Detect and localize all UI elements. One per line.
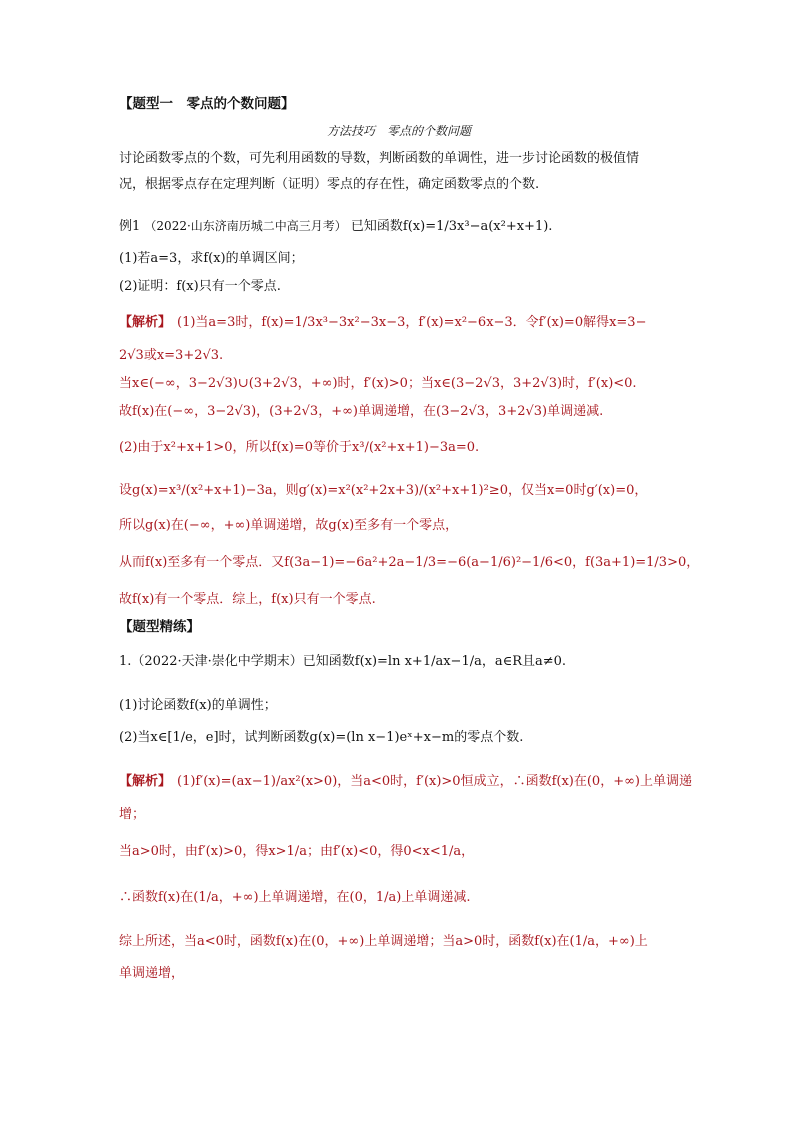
solution-line: 单调递增，: [119, 966, 185, 981]
exercise-part-1: (1)讨论函数f(x)的单调性；: [119, 698, 277, 713]
solution-line: 设g(x)=x³/(x²+x+1)−3a，则g′(x)=x²(x²+2x+3)/(x²+x+1)²≥0，仅当x=0时g′(x)=0，: [119, 483, 648, 498]
solution-line: ∴函数f(x)在(1/a，+∞)上单调递增，在(0，1/a)上单调递减.: [119, 890, 471, 905]
example-problem: 已知函数f(x)=1/3x³−a(x²+x+1).: [350, 219, 553, 234]
example-part-1: (1)若a=3，求f(x)的单调区间；: [119, 251, 304, 266]
example-1-statement: [119, 216, 679, 237]
solution-line: 【解析】 (1)当a=3时，f(x)=1/3x³−3x²−3x−3，f′(x)=x²−6x−3．令f′(x)=0解得x=3−: [119, 315, 647, 330]
method-text: 讨论函数零点的个数，可先利用函数的导数，判断函数的单调性，进一步讨论函数的极值情: [119, 151, 640, 166]
solution-line: 2√3或x=3+2√3.: [119, 348, 224, 363]
example-label: 例1: [119, 219, 141, 234]
solution-line: 当a>0时，由f′(x)>0，得x>1/a；由f′(x)<0，得0<x<1/a，: [119, 844, 475, 859]
exercise-part-2: (2)当x∈[1/e，e]时，试判断函数g(x)=(ln x−1)eˣ+x−m的零点个数.: [119, 730, 524, 745]
method-text: 况，根据零点存在定理判断（证明）零点的存在性，确定函数零点的个数.: [119, 177, 540, 192]
section-title: 【题型精练】: [119, 619, 200, 635]
example-source: （2022·山东济南历城二中高三月考）: [144, 219, 347, 233]
exercise-1-statement: 1.（2022·天津·崇化中学期末）已知函数f(x)=ln x+1/ax−1/a，a∈R且a≠0.: [119, 654, 567, 669]
solution-tag: 【解析】: [119, 315, 172, 330]
section-title: 【题型一 零点的个数问题】: [119, 96, 295, 112]
solution-line: 当x∈(−∞，3−2√3)∪(3+2√3，+∞)时，f′(x)>0；当x∈(3−2√3，3+2√3)时，f′(x)<0.: [119, 376, 637, 391]
solution-line: 从而f(x)至多有一个零点．又f(3a−1)=−6a²+2a−1/3=−6(a−1/6)²−1/6<0，f(3a+1)=1/3>0，: [119, 555, 700, 570]
solution-line: 增；: [119, 807, 146, 822]
solution-line: 【解析】 (1)f′(x)=(ax−1)/ax²(x>0)，当a<0时，f′(x)>0恒成立，∴函数f(x)在(0，+∞)上单调递: [119, 774, 693, 789]
solution-line: 故f(x)在(−∞，3−2√3)，(3+2√3，+∞)单调递增，在(3−2√3，3+2√3)单调递减.: [119, 404, 604, 419]
example-part-2: (2)证明：f(x)只有一个零点.: [119, 279, 281, 294]
method-title: 方法技巧 零点的个数问题: [326, 124, 471, 138]
solution-line: 综上所述，当a<0时，函数f(x)在(0，+∞)上单调递增；当a>0时，函数f(x)在(1/a，+∞)上: [119, 934, 648, 949]
solution-line: 故f(x)有一个零点．综上，f(x)只有一个零点.: [119, 592, 376, 607]
solution-line: 所以g(x)在(−∞，+∞)单调递增，故g(x)至多有一个零点，: [119, 518, 459, 533]
solution-line: (2)由于x²+x+1>0，所以f(x)=0等价于x³/(x²+x+1)−3a=0.: [119, 440, 480, 455]
solution-tag: 【解析】: [119, 774, 172, 789]
